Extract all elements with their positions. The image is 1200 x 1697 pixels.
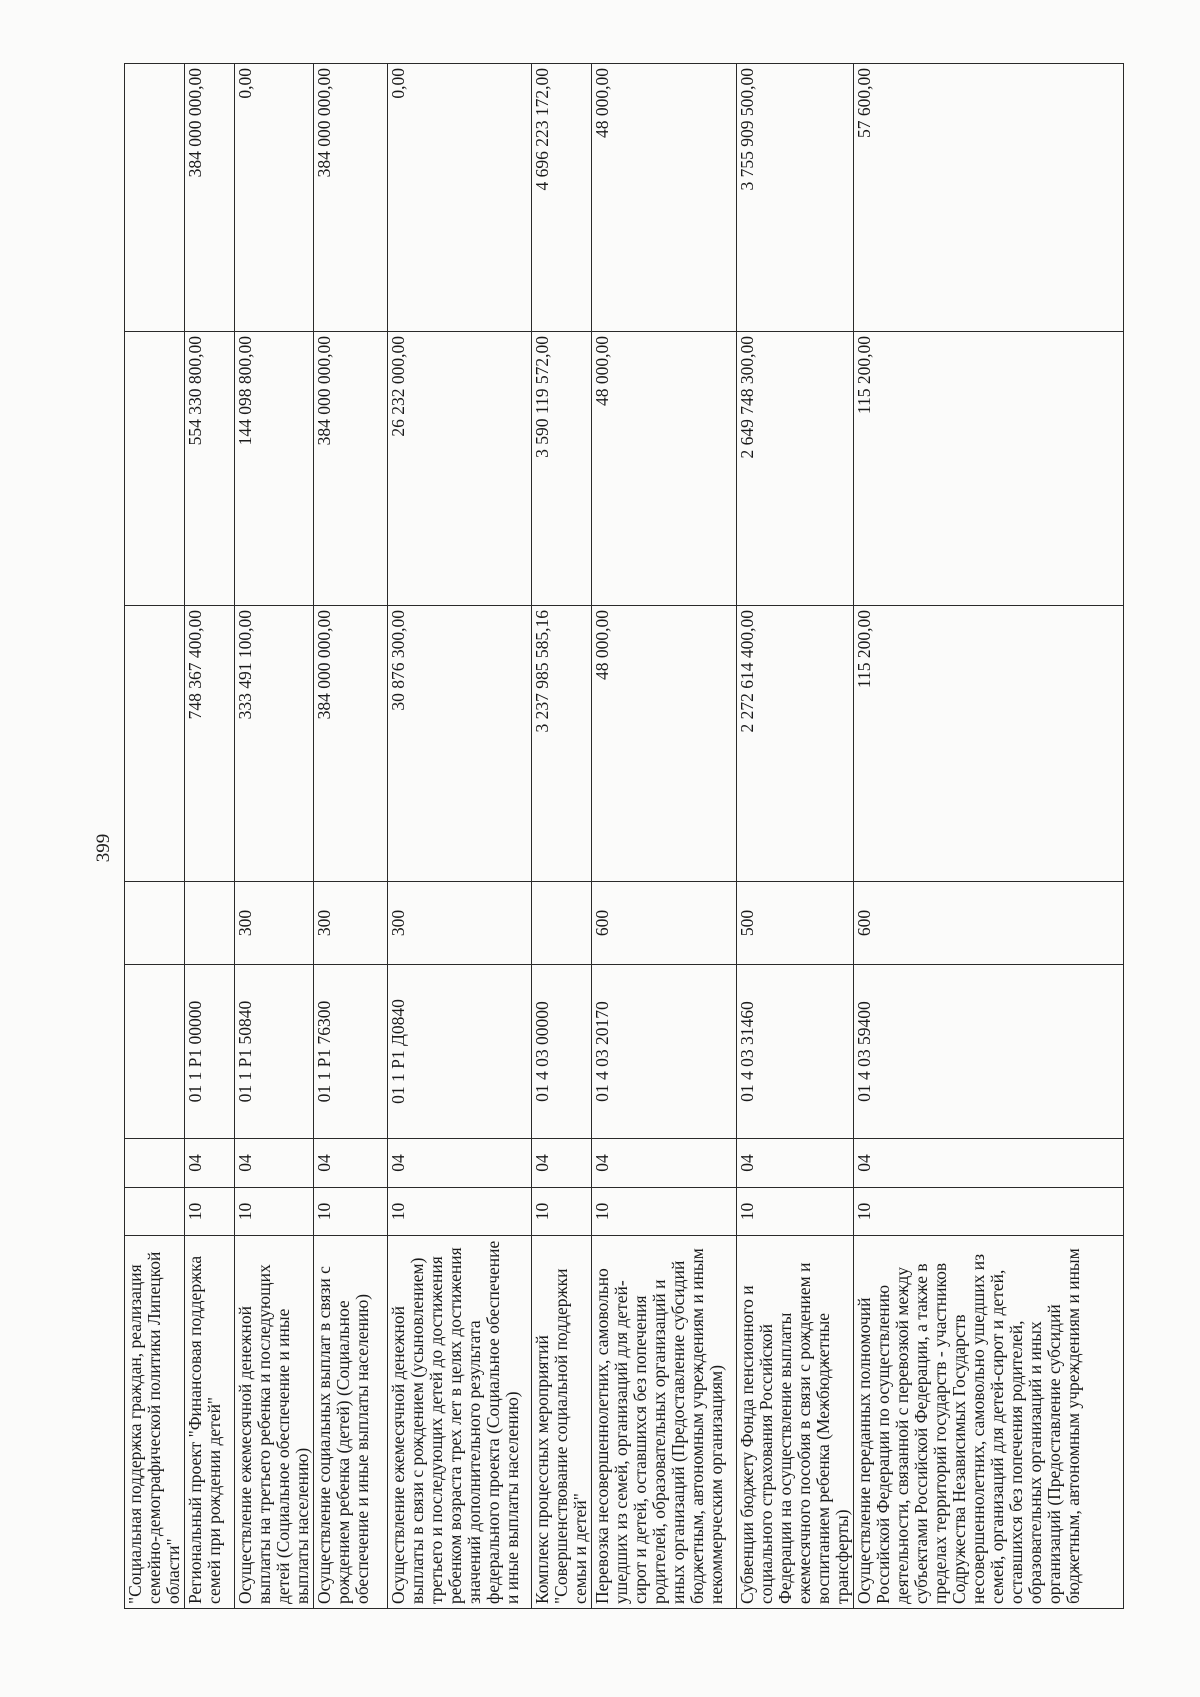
target-article-code: 01 4 03 20170	[592, 965, 737, 1139]
section-code: 10	[854, 1188, 1124, 1236]
amount-year-2: 3 590 119 572,00	[532, 332, 592, 606]
table-row	[125, 64, 185, 1609]
row-name: "Социальная поддержка граждан, реализация семейно-демографической политики Липецкой области"	[125, 1236, 185, 1609]
section-code: 10	[235, 1188, 314, 1236]
amount-year-3: 384 000 000,00	[314, 64, 388, 332]
amount-year-1: 333 491 100,00	[235, 606, 314, 882]
target-article-code: 01 1 P1 50840	[235, 965, 314, 1139]
table-row	[532, 64, 592, 1609]
amount-year-2: 144 098 800,00	[235, 332, 314, 606]
expense-type-code	[125, 882, 185, 965]
row-name: Осуществление ежемесячной денежной выплаты в связи с рождением (усыновлением) третьего и последующих детей до достижения ребенком возраста трех лет в целях достижения значений дополнительного результата федерального проекта (Социальное обеспечение и иные выплаты населению)	[388, 1236, 532, 1609]
amount-year-3: 384 000 000,00	[185, 64, 235, 332]
amount-year-1: 748 367 400,00	[185, 606, 235, 882]
subsection-code	[125, 1139, 185, 1188]
amount-year-2: 115 200,00	[854, 332, 1124, 606]
amount-year-1: 115 200,00	[854, 606, 1124, 882]
expense-type-code: 300	[235, 882, 314, 965]
section-code: 10	[737, 1188, 854, 1236]
row-name: Осуществление переданных полномочий Российской Федерации по осуществлению деятельности, связанной с перевозкой между субъектами Российской Федерации, а также в пределах территорий государств - участников Содружества Независимых Государств несовершеннолетних, самовольно ушедших из семей, организаций для детей-сирот и детей, оставшихся без попечения родителей, образовательных организаций и иных организаций (Предоставление субсидий бюджетным, автономным учреждениям и иным	[854, 1236, 1124, 1609]
section-code: 10	[592, 1188, 737, 1236]
table-row	[592, 64, 737, 1609]
table-row	[737, 64, 854, 1609]
table-row	[854, 64, 1124, 1609]
expense-type-code: 600	[854, 882, 1124, 965]
amount-year-2: 48 000,00	[592, 332, 737, 606]
section-code	[125, 1188, 185, 1236]
row-name: Осуществление ежемесячной денежной выплаты на третьего ребенка и последующих детей (Социальное обеспечение и иные выплаты населению)	[235, 1236, 314, 1609]
target-article-code	[125, 965, 185, 1139]
subsection-code: 04	[854, 1139, 1124, 1188]
amount-year-3: 3 755 909 500,00	[737, 64, 854, 332]
amount-year-1: 2 272 614 400,00	[737, 606, 854, 882]
amount-year-2: 384 000 000,00	[314, 332, 388, 606]
budget-table	[124, 63, 1124, 1609]
amount-year-2: 2 649 748 300,00	[737, 332, 854, 606]
amount-year-2: 26 232 000,00	[388, 332, 532, 606]
subsection-code: 04	[235, 1139, 314, 1188]
table-row	[314, 64, 388, 1609]
amount-year-1: 3 237 985 585,16	[532, 606, 592, 882]
page-number: 399	[93, 833, 114, 863]
subsection-code: 04	[185, 1139, 235, 1188]
row-name: Перевозка несовершеннолетних, самовольно ушедших из семей, организаций для детей-сирот и детей, оставшихся без попечения родителей, образовательных организаций и иных организаций (Предоставление субсидий бюджетным, автономным учреждениям и иным некоммерческим организациям)	[592, 1236, 737, 1609]
table-row	[185, 64, 235, 1609]
expense-type-code	[185, 882, 235, 965]
subsection-code: 04	[388, 1139, 532, 1188]
amount-year-2: 554 330 800,00	[185, 332, 235, 606]
amount-year-1: 30 876 300,00	[388, 606, 532, 882]
expense-type-code: 600	[592, 882, 737, 965]
target-article-code: 01 4 03 31460	[737, 965, 854, 1139]
amount-year-3: 4 696 223 172,00	[532, 64, 592, 332]
subsection-code: 04	[737, 1139, 854, 1188]
section-code: 10	[314, 1188, 388, 1236]
row-name: Региональный проект "Финансовая поддержка семей при рождении детей"	[185, 1236, 235, 1609]
target-article-code: 01 1 P1 76300	[314, 965, 388, 1139]
table-row	[235, 64, 314, 1609]
expense-type-code	[532, 882, 592, 965]
row-name: Комплекс процессных мероприятий "Совершенствование социальной поддержки семьи и детей"	[532, 1236, 592, 1609]
table-row	[388, 64, 532, 1609]
amount-year-3: 0,00	[388, 64, 532, 332]
target-article-code: 01 4 03 59400	[854, 965, 1124, 1139]
target-article-code: 01 4 03 00000	[532, 965, 592, 1139]
row-name: Осуществление социальных выплат в связи с рождением ребенка (детей) (Социальное обеспечение и иные выплаты населению)	[314, 1236, 388, 1609]
subsection-code: 04	[592, 1139, 737, 1188]
amount-year-3: 48 000,00	[592, 64, 737, 332]
expense-type-code: 500	[737, 882, 854, 965]
amount-year-3: 0,00	[235, 64, 314, 332]
section-code: 10	[185, 1188, 235, 1236]
target-article-code: 01 1 P1 Д0840	[388, 965, 532, 1139]
subsection-code: 04	[314, 1139, 388, 1188]
expense-type-code: 300	[388, 882, 532, 965]
amount-year-2	[125, 332, 185, 606]
section-code: 10	[532, 1188, 592, 1236]
amount-year-1: 48 000,00	[592, 606, 737, 882]
section-code: 10	[388, 1188, 532, 1236]
amount-year-3	[125, 64, 185, 332]
amount-year-1: 384 000 000,00	[314, 606, 388, 882]
subsection-code: 04	[532, 1139, 592, 1188]
amount-year-1	[125, 606, 185, 882]
row-name: Субвенции бюджету Фонда пенсионного и социального страхования Российской Федерации на осуществление выплаты ежемесячного пособия в связи с рождением и воспитанием ребенка (Межбюджетные трансферты)	[737, 1236, 854, 1609]
target-article-code: 01 1 P1 00000	[185, 965, 235, 1139]
expense-type-code: 300	[314, 882, 388, 965]
amount-year-3: 57 600,00	[854, 64, 1124, 332]
rotated-page-content	[124, 64, 1124, 1609]
